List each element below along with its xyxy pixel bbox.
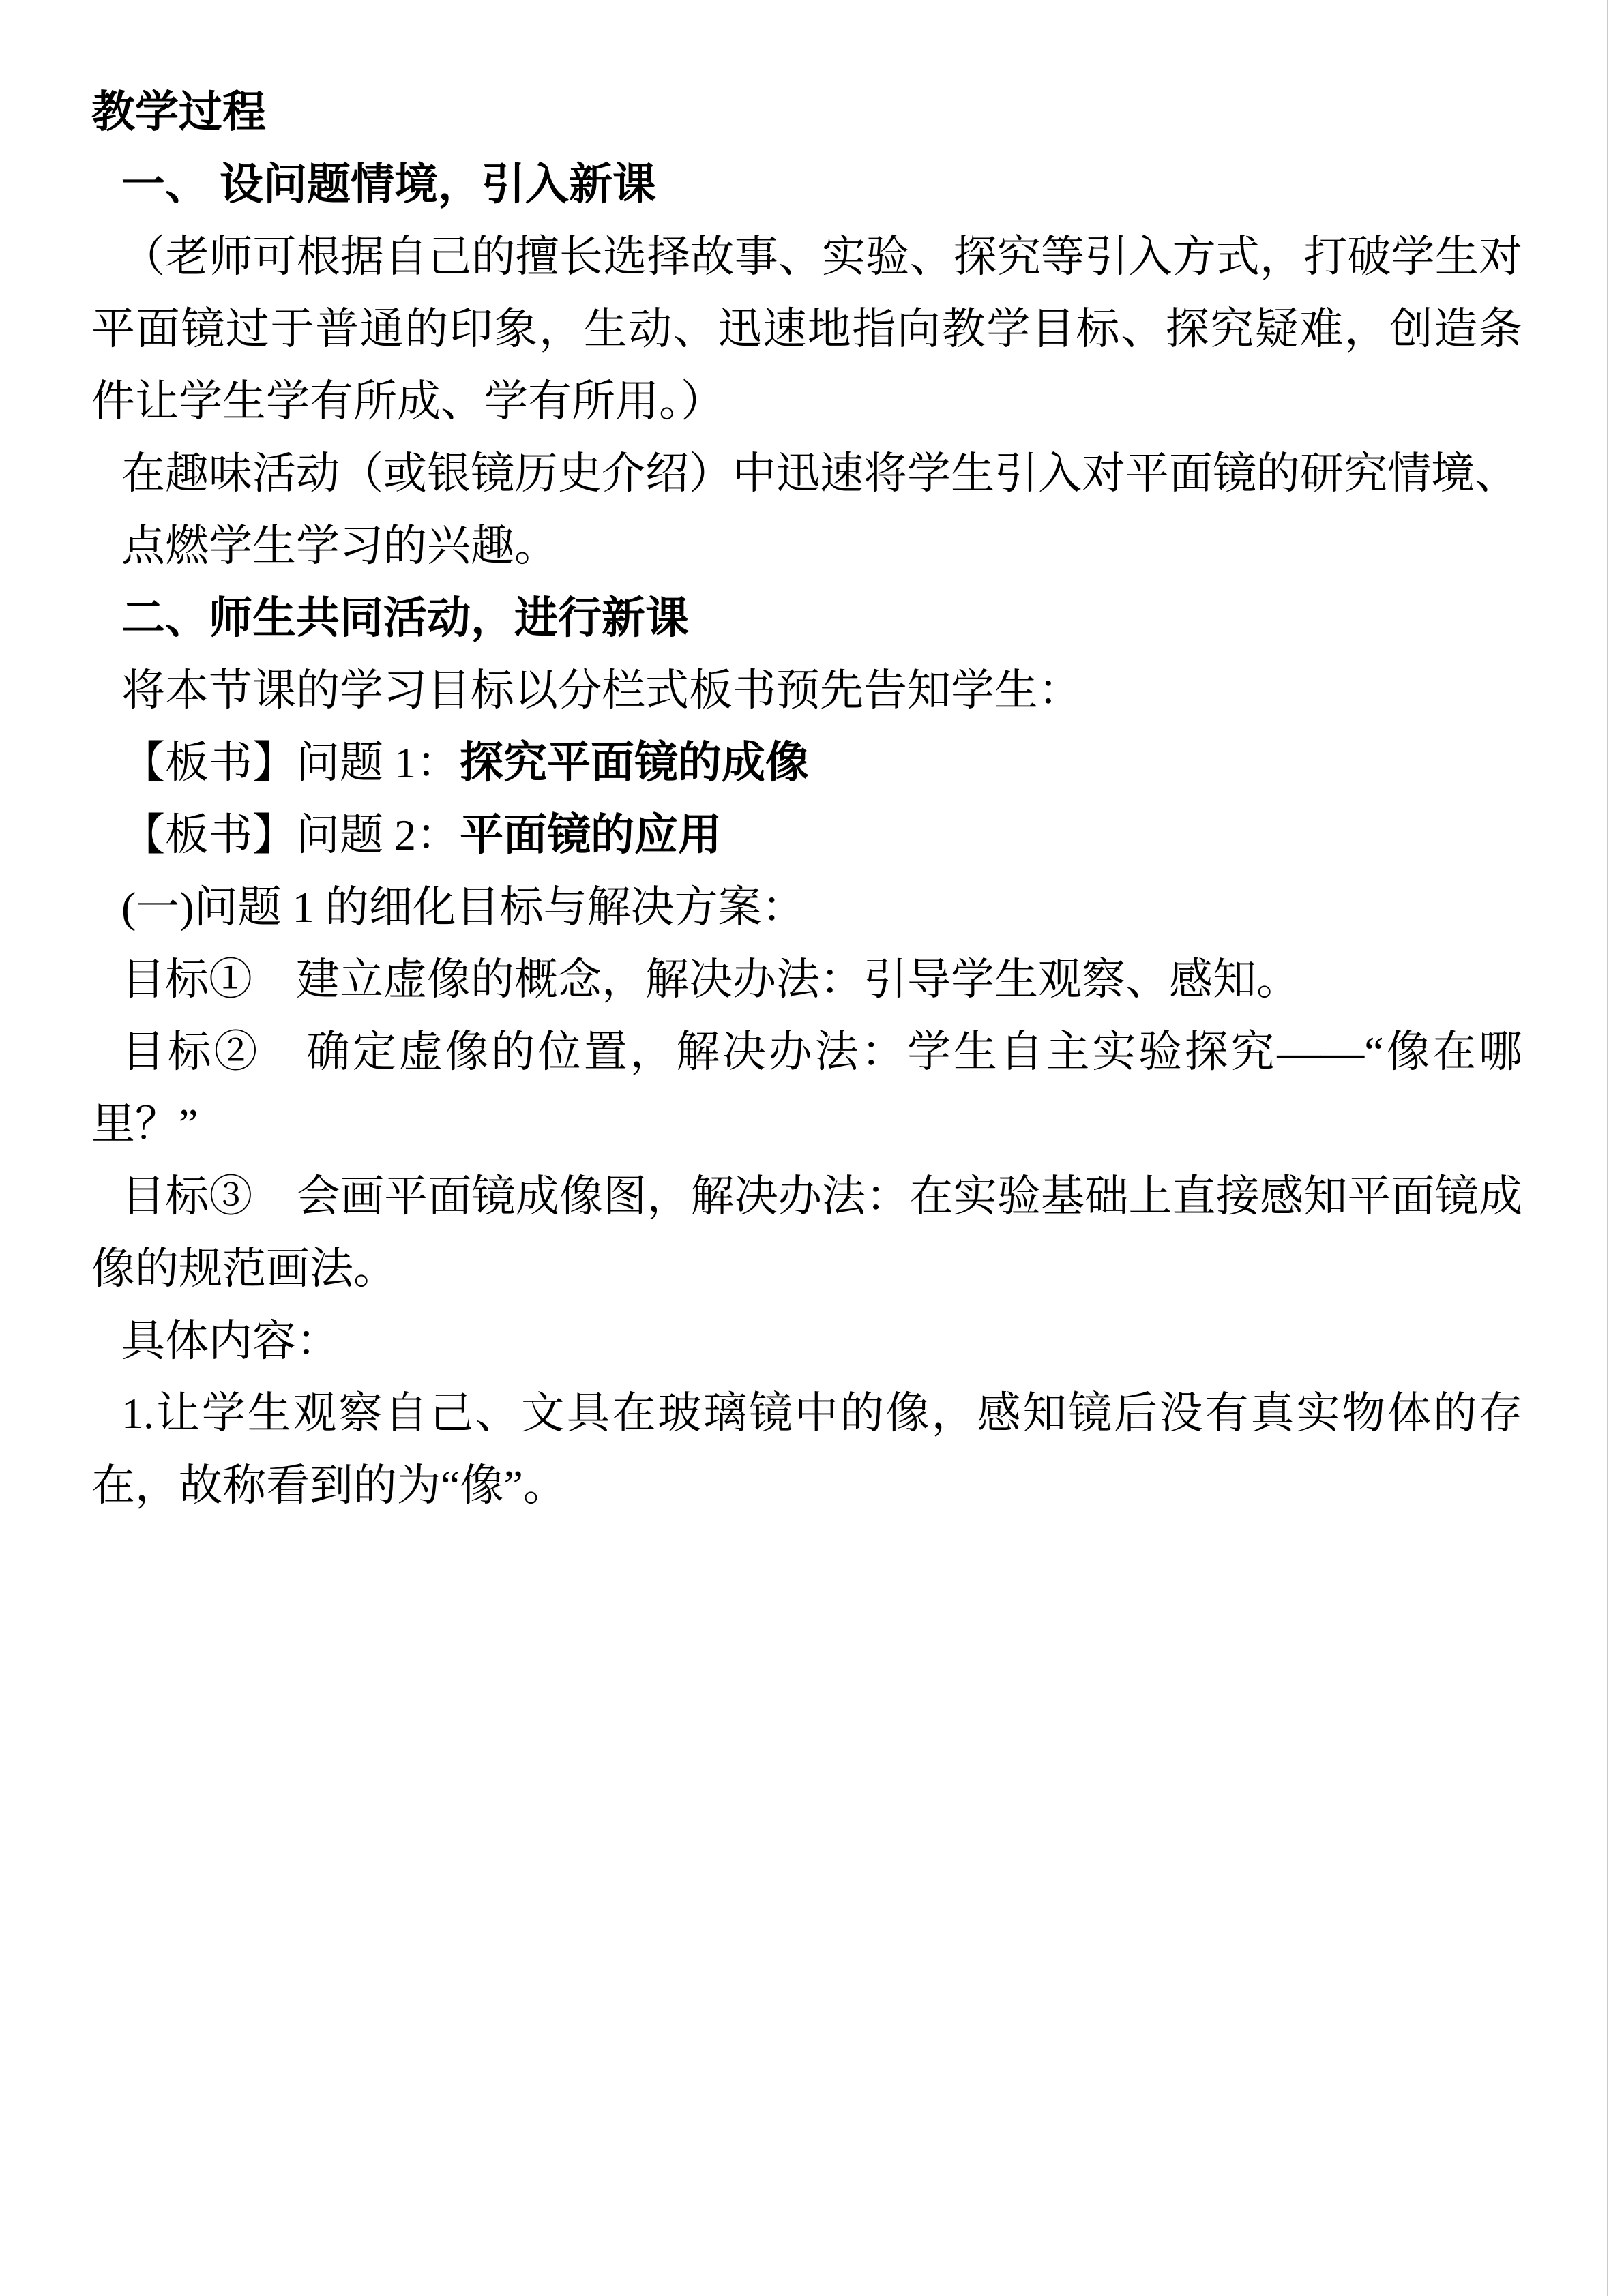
text-run: 具体内容：: [121, 1317, 340, 1365]
paragraph: [91, 1016, 1522, 1161]
paragraph: [91, 510, 1522, 582]
paragraph: [91, 871, 1522, 944]
paragraph: [91, 727, 1522, 799]
text-run: 1.让学生观察自己、文具在玻璃镜中的像，感知镜后没有真实物体的存在，故称看到的为“像”。: [91, 1389, 1522, 1510]
text-run-bold: 一、 设问题情境，引入新课: [121, 160, 656, 209]
paragraph: [91, 655, 1522, 727]
paragraph: [91, 1161, 1522, 1305]
paragraph: [91, 799, 1522, 871]
text-run: (一)问题 1 的细化目标与解决方案：: [121, 883, 806, 931]
text-run-bold: 教学过程: [91, 88, 266, 136]
text-run-bold: 二、师生共同活动，进行新课: [121, 594, 689, 642]
text-run: 在趣味活动（或银镜历史介绍）中迅速将学生引入对平面镜的研究情境、: [121, 449, 1518, 498]
paragraph: [91, 1305, 1522, 1377]
paragraph: [91, 582, 1522, 655]
text-run: （老师可根据自己的擅长选择故事、实验、探究等引入方式，打破学生对平面镜过于普通的印象，生动、迅速地指向教学目标、探究疑难，创造条件让学生学有所成、学有所用。）: [91, 233, 1522, 426]
paragraph: [91, 221, 1522, 438]
page-edge-line: [1607, 0, 1608, 2296]
text-run: 【板书】问题 2：: [121, 811, 460, 859]
text-run: 点燃学生学习的兴趣。: [121, 522, 558, 570]
paragraph: [91, 1377, 1522, 1522]
text-run-bold: 探究平面镜的成像: [460, 739, 809, 787]
text-run: 【板书】问题 1：: [121, 739, 460, 787]
paragraph: [91, 149, 1522, 221]
text-run: 目标② 确定虚像的位置，解决办法：学生自主实验探究——“像在哪里？”: [91, 1028, 1522, 1148]
text-run: 目标③ 会画平面镜成像图，解决办法：在实验基础上直接感知平面镜成像的规范画法。: [91, 1172, 1522, 1293]
text-run: 将本节课的学习目标以分栏式板书预先告知学生：: [121, 666, 1082, 715]
paragraph: [91, 438, 1522, 510]
text-run-bold: 平面镜的应用: [460, 811, 722, 859]
text-run: 目标① 建立虚像的概念，解决办法：引导学生观察、感知。: [121, 955, 1300, 1004]
document-body: [91, 76, 1522, 1522]
paragraph: [91, 944, 1522, 1016]
paragraph: [91, 76, 1522, 149]
